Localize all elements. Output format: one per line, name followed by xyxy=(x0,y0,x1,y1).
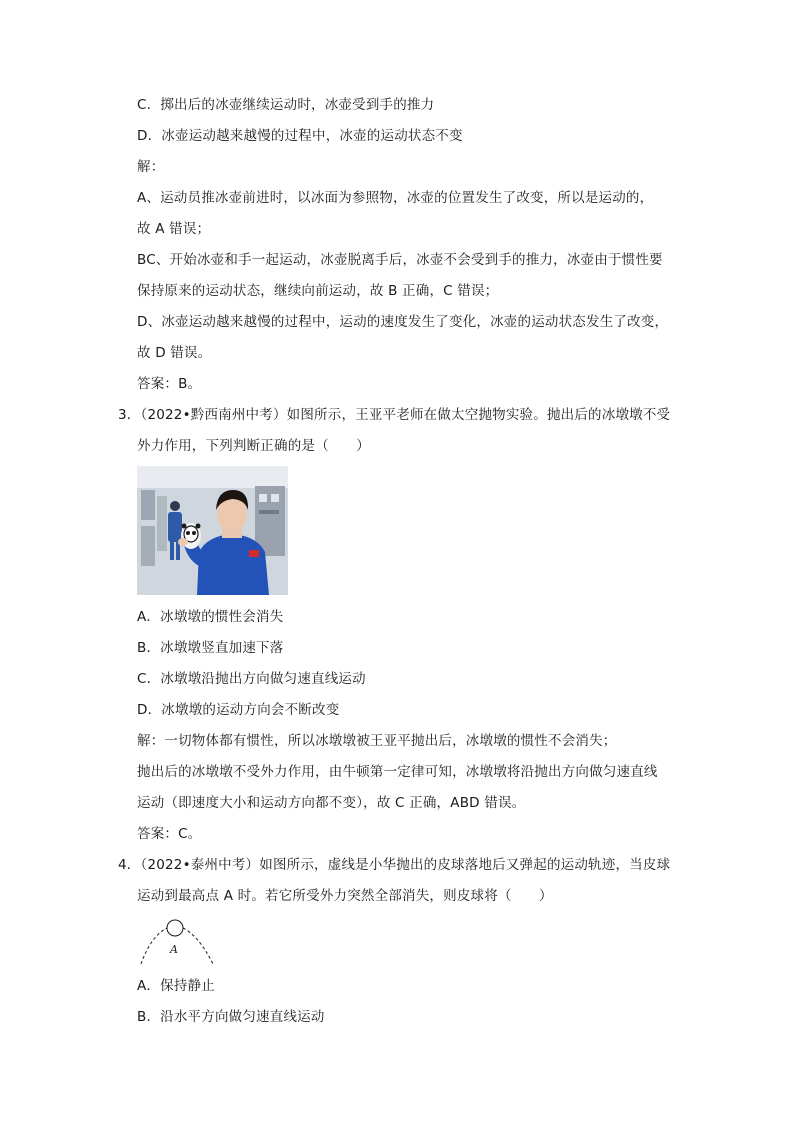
q3-solution-line3: 运动（即速度大小和运动方向都不变），故 C 正确，ABD 错误。 xyxy=(137,795,526,811)
q3-stem-line1: 3．（2022•黔西南州中考）如图所示，王亚平老师在做太空抛物实验。抛出后的冰墩墩不受 xyxy=(118,407,671,423)
ball-icon xyxy=(167,920,183,936)
point-a-label: A xyxy=(170,943,178,956)
q3-option-b: B．冰墩墩竖直加速下落 xyxy=(137,640,284,656)
q3-solution-line2: 抛出后的冰墩墩不受外力作用，由牛顿第一定律可知，冰墩墩将沿抛出方向做匀速直线 xyxy=(137,764,658,780)
q3-solution-line1: 解：一切物体都有惯性，所以冰墩墩被王亚平抛出后，冰墩墩的惯性不会消失； xyxy=(137,733,617,749)
q2-solution-d-line1: D、冰壶运动越来越慢的过程中，运动的速度发生了变化，冰壶的运动状态发生了改变， xyxy=(137,314,669,330)
q3-option-d: D．冰墩墩的运动方向会不断改变 xyxy=(137,702,340,718)
q3-option-c: C．冰墩墩沿抛出方向做匀速直线运动 xyxy=(137,671,366,687)
q2-solution-bc-line1: BC、开始冰壶和手一起运动，冰壶脱离手后，冰壶不会受到手的推力，冰壶由于惯性要 xyxy=(137,252,663,268)
q2-option-c: C．掷出后的冰壶继续运动时，冰壶受到手的推力 xyxy=(137,97,435,113)
q2-solution-bc-line2: 保持原来的运动状态，继续向前运动，故 B 正确，C 错误； xyxy=(137,283,499,299)
q4-option-b: B．沿水平方向做匀速直线运动 xyxy=(137,1009,325,1025)
q2-solution-a-line1: A、运动员推冰壶前进时，以冰面为参照物，冰壶的位置发生了改变，所以是运动的， xyxy=(137,190,654,206)
trajectory-dashed-curve xyxy=(141,928,167,964)
q2-solution-a-line2: 故 A 错误； xyxy=(137,221,211,237)
q2-option-d: D．冰壶运动越来越慢的过程中，冰壶的运动状态不变 xyxy=(137,128,463,144)
q2-solution-d-line2: 故 D 错误。 xyxy=(137,345,212,361)
astronaut-illustration xyxy=(137,466,288,595)
q4-stem-line2: 运动到最高点 A 时。若它所受外力突然全部消失，则皮球将（ ） xyxy=(137,888,553,904)
q3-stem-line2: 外力作用，下列判断正确的是（ ） xyxy=(137,438,370,454)
q3-option-a: A．冰墩墩的惯性会消失 xyxy=(137,609,284,625)
q4-option-a: A．保持静止 xyxy=(137,978,215,994)
q3-answer: 答案：C。 xyxy=(137,826,202,842)
q3-space-station-photo xyxy=(137,466,288,595)
q2-answer: 答案：B。 xyxy=(137,376,202,392)
q2-solution-label: 解： xyxy=(137,159,165,175)
trajectory-dashed-curve-right xyxy=(183,928,213,964)
q4-stem-line1: 4．（2022•泰州中考）如图所示，虚线是小华抛出的皮球落地后又弹起的运动轨迹，当皮球 xyxy=(118,857,671,873)
q4-trajectory-figure xyxy=(137,914,221,968)
